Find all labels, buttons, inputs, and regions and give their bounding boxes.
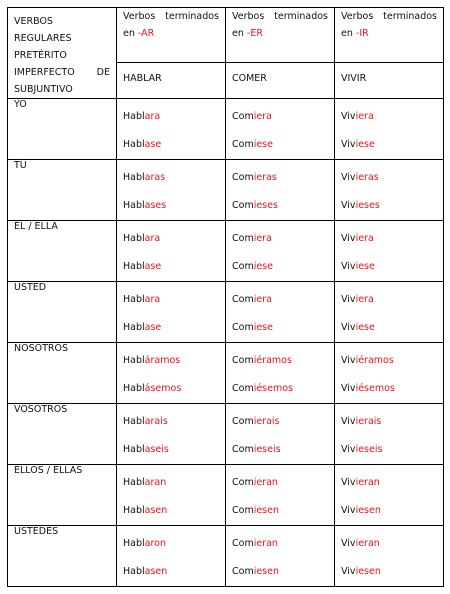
verb-ending: iese xyxy=(253,261,273,272)
verb-ending: ieseis xyxy=(253,444,281,455)
table-title-line: SUBJUNTIVO xyxy=(14,84,73,95)
pronoun-cell: NOSOTROS xyxy=(8,343,117,404)
verb-ending: ieran xyxy=(253,477,278,488)
verb-form-se xyxy=(232,320,328,336)
verb-form-se xyxy=(341,320,437,336)
verb-form-ra xyxy=(232,536,328,552)
conjugation-cell-vivir xyxy=(335,282,444,343)
verb-ending: ieses xyxy=(355,200,380,211)
verb-ending: asen xyxy=(144,566,168,577)
verb-ending: iera xyxy=(355,294,374,305)
verb-ending: iera xyxy=(253,233,272,244)
verb-form-se xyxy=(123,503,219,519)
verb-stem: Habl xyxy=(123,111,145,122)
verb-form-ra xyxy=(123,231,219,247)
verb-stem: Com xyxy=(232,477,254,488)
pronoun-cell: ÉL / ELLA xyxy=(8,221,117,282)
conjugation-cell-comer xyxy=(226,160,335,221)
verb-stem: Com xyxy=(232,355,254,366)
verb-form-ra xyxy=(123,536,219,552)
table-row xyxy=(8,160,444,221)
verb-stem: Viv xyxy=(341,444,356,455)
verb-ending: ierais xyxy=(253,416,280,427)
pronoun-cell: USTED xyxy=(8,282,117,343)
verb-ending: iéramos xyxy=(355,355,394,366)
verb-ending: áramos xyxy=(144,355,181,366)
pronoun-cell: ELLOS / ELLAS xyxy=(8,465,117,526)
column-header-ar xyxy=(117,8,226,63)
pronoun-cell: USTEDES xyxy=(8,526,117,587)
verb-ending: iesen xyxy=(253,566,280,577)
table-title-line: PRETÉRITO xyxy=(14,50,67,61)
conjugation-cell-hablar xyxy=(117,526,226,587)
verb-form-se xyxy=(232,381,328,397)
verb-stem: Habl xyxy=(123,444,145,455)
verb-form-ra xyxy=(341,353,437,369)
verb-stem: Viv xyxy=(341,111,356,122)
verb-stem: Viv xyxy=(341,172,356,183)
verb-ending: ara xyxy=(144,111,161,122)
verb-form-ra xyxy=(232,414,328,430)
column-header-er xyxy=(226,8,335,63)
verb-form-ra xyxy=(341,231,437,247)
verb-stem: Com xyxy=(232,322,254,333)
verb-form-ra xyxy=(232,109,328,125)
verb-stem: Habl xyxy=(123,139,145,150)
verb-form-se xyxy=(232,503,328,519)
verb-form-ra xyxy=(123,109,219,125)
conjugation-table-body xyxy=(8,8,444,587)
verb-ending: ieran xyxy=(355,538,380,549)
table-row xyxy=(8,526,444,587)
column-header-text: Verbos terminados xyxy=(341,11,437,22)
verb-stem: Viv xyxy=(341,355,356,366)
verb-form-se xyxy=(341,137,437,153)
infinitive-comer: COMER xyxy=(226,62,335,98)
verb-ending: ieras xyxy=(355,172,379,183)
pronoun-cell: YO xyxy=(8,99,117,160)
verb-stem: Habl xyxy=(123,416,145,427)
verb-ending: ierais xyxy=(355,416,382,427)
verb-ending: ase xyxy=(144,322,162,333)
verb-ending: iésemos xyxy=(355,383,395,394)
verb-ending: iésemos xyxy=(253,383,293,394)
table-row xyxy=(8,99,444,160)
verb-stem: Com xyxy=(232,139,254,150)
verb-ending: ieras xyxy=(253,172,277,183)
verb-stem: Habl xyxy=(123,383,145,394)
verb-ending: iese xyxy=(355,139,375,150)
verb-ending: iera xyxy=(355,233,374,244)
verb-form-se xyxy=(123,564,219,580)
verb-stem: Com xyxy=(232,172,254,183)
verb-stem: Habl xyxy=(123,538,145,549)
verb-ending: iesen xyxy=(355,566,381,577)
conjugation-cell-comer xyxy=(226,282,335,343)
verb-stem: Viv xyxy=(341,505,356,516)
verb-form-se xyxy=(341,564,437,580)
verb-ending: iese xyxy=(355,322,375,333)
conjugation-cell-vivir xyxy=(335,99,444,160)
verb-form-ra xyxy=(232,292,328,308)
conjugation-cell-comer xyxy=(226,99,335,160)
verb-ending: ase xyxy=(144,139,162,150)
verb-stem: Com xyxy=(232,505,254,516)
verb-stem: Com xyxy=(232,200,254,211)
column-header-text: Verbos terminados xyxy=(232,11,328,22)
verb-stem: Viv xyxy=(341,566,356,577)
verb-form-ra xyxy=(232,475,328,491)
verb-ending: aran xyxy=(144,477,167,488)
column-header-prefix: en xyxy=(232,28,244,39)
conjugation-cell-comer xyxy=(226,221,335,282)
verb-form-se xyxy=(232,198,328,214)
verb-stem: Com xyxy=(232,294,254,305)
verb-ending: iesen xyxy=(253,505,280,516)
verb-form-se xyxy=(341,442,437,458)
verb-stem: Com xyxy=(232,111,254,122)
verb-stem: Viv xyxy=(341,294,356,305)
verb-stem: Habl xyxy=(123,566,145,577)
verb-form-se xyxy=(123,320,219,336)
verb-form-ra xyxy=(341,414,437,430)
verb-stem: Viv xyxy=(341,477,356,488)
verb-ending: aras xyxy=(144,172,166,183)
conjugation-cell-comer xyxy=(226,343,335,404)
table-title-cell xyxy=(8,8,117,99)
conjugation-cell-hablar xyxy=(117,99,226,160)
verb-stem: Com xyxy=(232,416,254,427)
verb-form-se xyxy=(123,137,219,153)
conjugation-cell-hablar xyxy=(117,404,226,465)
table-row xyxy=(8,343,444,404)
verb-ending: ases xyxy=(144,200,167,211)
verb-form-ra xyxy=(123,414,219,430)
header-row xyxy=(8,8,444,63)
pronoun-cell: TÚ xyxy=(8,160,117,221)
ending-label: -ER xyxy=(246,28,263,39)
verb-stem: Habl xyxy=(123,505,145,516)
verb-ending: iera xyxy=(355,111,374,122)
verb-stem: Viv xyxy=(341,139,356,150)
verb-form-ra xyxy=(232,231,328,247)
verb-ending: ieran xyxy=(253,538,278,549)
conjugation-cell-comer xyxy=(226,526,335,587)
verb-form-ra xyxy=(341,536,437,552)
verb-form-se xyxy=(341,381,437,397)
verb-stem: Habl xyxy=(123,294,145,305)
verb-stem: Viv xyxy=(341,261,356,272)
conjugation-cell-vivir xyxy=(335,160,444,221)
verb-form-se xyxy=(341,198,437,214)
ending-label: -AR xyxy=(137,28,155,39)
verb-ending: ásemos xyxy=(144,383,182,394)
conjugation-cell-comer xyxy=(226,404,335,465)
table-title-line: IMPERFECTO DE xyxy=(14,67,110,78)
column-header-ir xyxy=(335,8,444,63)
verb-ending: iese xyxy=(253,322,273,333)
verb-stem: Com xyxy=(232,538,254,549)
verb-ending: iese xyxy=(355,261,375,272)
verb-stem: Com xyxy=(232,261,254,272)
verb-stem: Com xyxy=(232,233,254,244)
column-header-prefix: en xyxy=(123,28,135,39)
verb-ending: iéramos xyxy=(253,355,292,366)
verb-stem: Com xyxy=(232,444,254,455)
verb-ending: asen xyxy=(144,505,168,516)
verb-form-se xyxy=(232,259,328,275)
column-header-text: Verbos terminados xyxy=(123,11,219,22)
verb-ending: aseis xyxy=(144,444,169,455)
verb-stem: Com xyxy=(232,383,254,394)
verb-form-se xyxy=(232,137,328,153)
conjugation-cell-vivir xyxy=(335,465,444,526)
verb-ending: iera xyxy=(253,111,272,122)
verb-ending: iesen xyxy=(355,505,381,516)
verb-ending: ase xyxy=(144,261,162,272)
verb-form-ra xyxy=(341,475,437,491)
conjugation-cell-hablar xyxy=(117,221,226,282)
verb-stem: Habl xyxy=(123,322,145,333)
verb-stem: Com xyxy=(232,566,254,577)
verb-ending: ieseis xyxy=(355,444,383,455)
verb-form-ra xyxy=(123,170,219,186)
conjugation-cell-vivir xyxy=(335,404,444,465)
verb-form-ra xyxy=(341,292,437,308)
verb-stem: Habl xyxy=(123,172,145,183)
verb-ending: ieran xyxy=(355,477,380,488)
conjugation-cell-vivir xyxy=(335,343,444,404)
conjugation-cell-hablar xyxy=(117,343,226,404)
verb-form-ra xyxy=(232,170,328,186)
infinitive-hablar: HABLAR xyxy=(117,62,226,98)
verb-ending: iese xyxy=(253,139,273,150)
verb-form-se xyxy=(341,503,437,519)
verb-ending: arais xyxy=(144,416,168,427)
verb-form-ra xyxy=(341,170,437,186)
verb-form-ra xyxy=(341,109,437,125)
table-title-line: VERBOS REGULARES xyxy=(14,16,72,44)
table-row xyxy=(8,404,444,465)
verb-stem: Habl xyxy=(123,477,145,488)
ending-label: -IR xyxy=(355,28,369,39)
verb-stem: Habl xyxy=(123,233,145,244)
verb-stem: Viv xyxy=(341,538,356,549)
conjugation-cell-comer xyxy=(226,465,335,526)
verb-form-se xyxy=(232,564,328,580)
infinitive-vivir: VIVIR xyxy=(335,62,444,98)
verb-stem: Viv xyxy=(341,233,356,244)
conjugation-cell-hablar xyxy=(117,465,226,526)
conjugation-table xyxy=(7,7,444,587)
verb-form-ra xyxy=(232,353,328,369)
conjugation-cell-hablar xyxy=(117,160,226,221)
verb-ending: aron xyxy=(144,538,166,549)
verb-form-se xyxy=(123,259,219,275)
verb-stem: Viv xyxy=(341,200,356,211)
verb-form-se xyxy=(123,442,219,458)
conjugation-cell-vivir xyxy=(335,221,444,282)
verb-form-se xyxy=(123,198,219,214)
table-row xyxy=(8,221,444,282)
table-row xyxy=(8,465,444,526)
verb-ending: iera xyxy=(253,294,272,305)
column-header-prefix: en xyxy=(341,28,353,39)
verb-form-se xyxy=(123,381,219,397)
verb-form-ra xyxy=(123,292,219,308)
verb-form-ra xyxy=(123,475,219,491)
verb-ending: ara xyxy=(144,294,161,305)
verb-stem: Viv xyxy=(341,322,356,333)
verb-stem: Habl xyxy=(123,355,145,366)
table-row xyxy=(8,282,444,343)
pronoun-cell: VOSOTROS xyxy=(8,404,117,465)
verb-stem: Viv xyxy=(341,416,356,427)
verb-stem: Viv xyxy=(341,383,356,394)
verb-form-se xyxy=(232,442,328,458)
verb-form-se xyxy=(341,259,437,275)
verb-ending: ara xyxy=(144,233,161,244)
conjugation-cell-vivir xyxy=(335,526,444,587)
verb-form-ra xyxy=(123,353,219,369)
conjugation-cell-hablar xyxy=(117,282,226,343)
verb-stem: Habl xyxy=(123,261,145,272)
verb-stem: Habl xyxy=(123,200,145,211)
verb-ending: ieses xyxy=(253,200,278,211)
